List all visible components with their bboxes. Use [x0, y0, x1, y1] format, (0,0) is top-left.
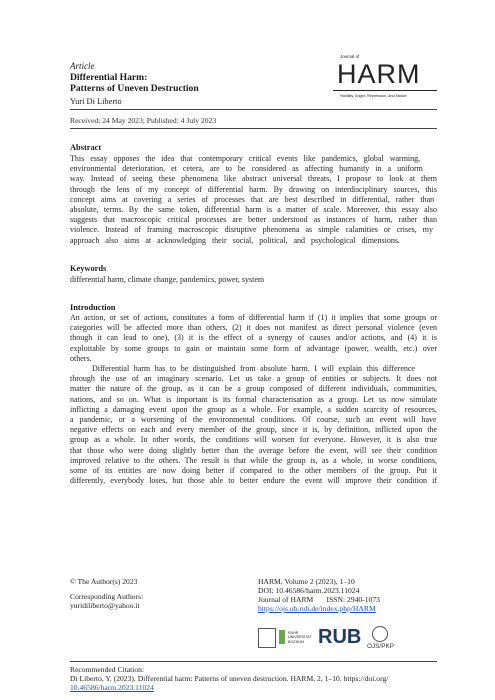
logo-wordmark: HARM — [337, 59, 421, 89]
intro-line: exploitable by some groups to gain or maintain some form of advantage (power, wealth, etc.) over — [70, 343, 437, 353]
rub-name-line: RUHR — [288, 631, 299, 635]
intro-line: matter the nature of the group, as it can be a group composed of different individuals, communities, — [70, 384, 437, 394]
abstract-heading: Abstract — [70, 143, 102, 152]
intro-line: Differential harm has to be distinguished from absolute harm. I will explain this difference — [92, 364, 415, 373]
logo-subtitle: Hostility, Anger, Repression, and Malice — [340, 94, 407, 98]
intro-line: nations, and so on. What is important is its formal characterisation as a group. Let us now simulate — [70, 394, 437, 404]
rub-name-line: BOCHUM — [288, 639, 304, 644]
intro-line: differently, everybody loses, but those able to better endure the event will improve their condition if — [70, 476, 437, 486]
title-line-1: Differential Harm: — [70, 72, 148, 83]
logo-small-text: Journal of — [340, 54, 360, 59]
introduction-heading: Introduction — [70, 303, 116, 312]
header-divider — [70, 109, 437, 110]
abstract-line: concept aims at covering a series of processes that are best described in differential, rather than — [70, 194, 435, 204]
abstract-line: suggests that macroscopic critical processes are better understood as instances of harm, rather than — [70, 215, 437, 225]
intro-line: through the use of an imaginary scenario. Let us take a group of entities or subjects. It does not — [70, 374, 437, 384]
abstract-line: environmental deterioration, et cetera, are to be considered as affecting humanity in a uniform — [70, 164, 423, 174]
abstract-line: approach also aims at acknowledging their social, political, and psychological dimensions. — [70, 235, 400, 245]
rub-name-block — [288, 631, 312, 644]
intro-line: improved relative to the others. The result is that while the group is, as a whole, in worse conditions, — [70, 455, 437, 465]
abstract-line: violence. Instead of framing macroscopic disruptive phenomena as simple calamities or crises, my — [70, 225, 434, 235]
dates-line: Received: 24 May 2023; Published: 4 July 2023 — [70, 116, 217, 125]
citation-divider — [70, 661, 437, 662]
intro-line: An action, or set of actions, constitutes a form of differential harm if (1) it implies that some groups or — [70, 313, 437, 322]
journal-logo — [333, 54, 437, 102]
abstract-line: through the lens of my concept of differential harm. By drawing on interdisciplinary sources, this — [70, 184, 437, 194]
university-seal-icon — [258, 628, 276, 648]
keywords-text: differential harm, climate change, pandemics, power, system — [70, 275, 265, 284]
intro-paragraph-1 — [70, 313, 437, 364]
intro-paragraph-2 — [70, 364, 437, 486]
publisher-logos — [258, 622, 448, 652]
citation-doi-link[interactable]: 10.46586/harm.2023.11024 — [70, 683, 154, 692]
title-line-2: Patterns of Uneven Destruction — [70, 83, 199, 94]
issn-info: Journal of HARM ISSN: 2940-1073 — [258, 595, 380, 604]
intro-line: others. — [70, 353, 92, 363]
dates-divider — [70, 128, 437, 129]
intro-line: inflicting a damaging event upon the group as a whole. For example, a sudden scarcity of resources, — [70, 404, 437, 414]
article-type: Article — [70, 61, 95, 71]
intro-line: categories will be affected more than others, (2) it does not manifest as direct personal violence (even — [70, 323, 437, 333]
copyright-notice: © The Author(s) 2023 — [70, 577, 138, 586]
abstract-line: way. Instead of seeing these phenomena like abstract universal threats, I propose to look at them — [70, 174, 437, 184]
intro-line: group as a whole. In other words, the conditions will worsen for everyone. However, it is also true — [70, 435, 437, 445]
doi-info: DOI: 10.46586/harm.2023.11024 — [258, 586, 360, 595]
ojs-logo-icon — [372, 626, 388, 642]
intro-line: a pandemic, or a worsening of the environmental conditions. Of course, such an event will have — [70, 415, 437, 425]
keywords-heading: Keywords — [70, 264, 107, 273]
abstract-body — [70, 154, 437, 246]
journal-url-link[interactable]: https://ojs.ub.rub.de/index.php/HARM — [258, 604, 376, 613]
abstract-line: This essay opposes the idea that contemporary critical events like pandemics, global warming, — [70, 154, 421, 163]
abstract-line: absolute, terms. By the same token, differential harm is a matter of scale. Moreover, this essay also — [70, 205, 437, 215]
author-name: Yuri Di Liberto — [70, 97, 122, 106]
corresponding-email[interactable]: yuridiliberto@yahoo.it — [70, 601, 140, 610]
rub-name-line: UNIVERSITÄT — [288, 635, 312, 640]
intro-line: that those who were doing slightly better than the average before the event, will see their condition — [70, 445, 437, 455]
citation-label: Recommended Citation: — [70, 665, 145, 674]
intro-line: negative effects on each and every member of the group, since it is, by definition, inflicted upon the — [70, 425, 437, 435]
intro-line: though it can lead to one), (3) it is the effect of a synergy of causes and/or actions, and (4) it is — [70, 333, 437, 343]
article-title — [70, 72, 300, 94]
rub-logo-text: RUB — [318, 626, 362, 648]
corresponding-label: Corresponding Authors: — [70, 592, 144, 601]
logo-rule — [333, 90, 437, 91]
rub-green-mark-icon — [279, 630, 285, 644]
citation-text: Di Liberto, Y. (2023). Differential harm: Patterns of uneven destruction. HARM, 2, 1–10. https://doi.org/ — [70, 674, 389, 683]
ojs-logo-text: OJS/PKP — [367, 643, 394, 650]
volume-info: HARM, Volume 2 (2023), 1–10 — [258, 577, 355, 586]
intro-line: some of its entities are now doing better if compared to the other members of the group. Put it — [70, 466, 437, 476]
